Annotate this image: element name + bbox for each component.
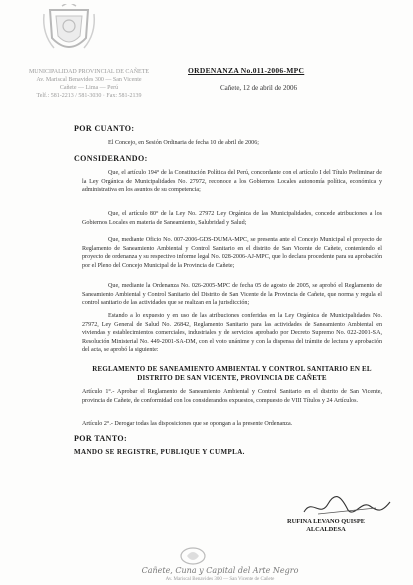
paragraph: Que, mediante la Ordenanza No. 026-2005-MPC de fecha 05 de agosto de 2005, se aprobó el Reglamento de Saneamiento Ambiental y Control Sanitario del Distrito de San Vicente de la Provincia de Cañete, que norma y regula el control sanitario de las actividades que se realizan en la jurisdicción; bbox=[82, 283, 382, 307]
considerando-heading: CONSIDERANDO: bbox=[74, 154, 148, 163]
letterhead-line: Cañete — Lima — Perú bbox=[59, 85, 119, 91]
coat-of-arms-seal bbox=[40, 4, 98, 58]
letterhead-line: Av. Mariscal Benavides 300 — San Vicente bbox=[36, 77, 142, 83]
por-cuanto-heading: POR CUANTO: bbox=[74, 124, 135, 133]
footer-emblem-icon bbox=[178, 546, 208, 566]
paragraph: Que, el artículo 194° de la Constitución Política del Perú, concordante con el artículo I del Título Preliminar de la Ley Orgánica de Municipalidades No. 27972, reconoce a los Gobiernos Locales autonomía política, económica y administrativa en los asuntos de su competencia; bbox=[82, 170, 382, 194]
footer-motto: Cañete, Cuna y Capital del Arte Negro bbox=[141, 566, 299, 575]
ordinance-title: ORDENANZA No.011-2006-MPC bbox=[188, 66, 305, 75]
por-tanto-heading: POR TANTO: bbox=[74, 434, 128, 443]
paragraph: Que, el artículo 80° de la Ley No. 27972 Ley Orgánica de las Municipalidades, concede atribuciones a los Gobiernos Locales en materia de Saneamiento, Salubridad y Salud; bbox=[82, 211, 382, 226]
signer-name: RUFINA LEVANO QUISPE bbox=[286, 518, 365, 525]
footer-address: Av. Mariscal Benavides 300 — San Vicente de Cañete bbox=[165, 577, 275, 582]
signer-block bbox=[266, 518, 386, 534]
reglamento-title: REGLAMENTO DE SANEAMIENTO AMBIENTAL Y CONTROL SANITARIO EN EL DISTRITO DE SAN VICENTE, PROVINCIA DE CAÑETE bbox=[92, 365, 372, 382]
paragraph: El Concejo, en Sesión Ordinaria de fecha 10 de abril de 2006; bbox=[108, 140, 259, 146]
letterhead-line: MUNICIPALIDAD PROVINCIAL DE CAÑETE bbox=[28, 69, 150, 75]
closing-mandate: MANDO SE REGISTRE, PUBLIQUE Y CUMPLA. bbox=[74, 448, 245, 456]
paragraph: Estando a lo expuesto y en uso de las atribuciones conferidas en la Ley Orgánica de Municipalidades No. 27972, Ley General de Salud No. 26842, Reglamento Sanitario para las actividades de Saneamiento Ambiental en viviendas y establecimientos comerciales, industriales y de servicios aprobado por Decreto Supremo No. 022-2001-SA, Resolución Ministerial No. 449-2001-SA-DM, con el voto unánime y con la dispensa del trámite de lectura y aprobación del acta, se aprobó la siguiente: bbox=[82, 313, 382, 354]
article-2: Artículo 2°.- Derogar todas las disposiciones que se opongan a la presente Ordenanza. bbox=[82, 421, 293, 427]
signer-title: ALCALDESA bbox=[306, 526, 346, 533]
ordinance-date: Cañete, 12 de abril de 2006 bbox=[220, 84, 297, 92]
handwritten-signature bbox=[298, 494, 394, 520]
municipality-letterhead bbox=[14, 68, 164, 100]
article-1: Artículo 1°.- Aprobar el Reglamento de Saneamiento Ambiental y Control Sanitario en el distrito de San Vicente, provincia de Cañete, de conformidad con los considerandos expuestos, compuesto de VIII Títulos y 24 Artículos. bbox=[82, 389, 382, 404]
letterhead-line: Telf.: 581-2213 / 581-3030 · Fax: 581-2139 bbox=[36, 93, 142, 99]
paragraph: Que, mediante Oficio No. 007-2006-GDS-DUMA-MPC, se presenta ante el Concejo Municipal el proyecto de Reglamento de Saneamiento Ambiental y Control Sanitario en el distrito de San Vicente de Cañete, conteniendo el proyecto de ordenanza y su respectivo informe legal No. 028-2006-AJ-MPC, que lo declara procedente para su aprobación por el Pleno del Concejo Municipal de la Provincia de Cañete; bbox=[82, 237, 382, 269]
